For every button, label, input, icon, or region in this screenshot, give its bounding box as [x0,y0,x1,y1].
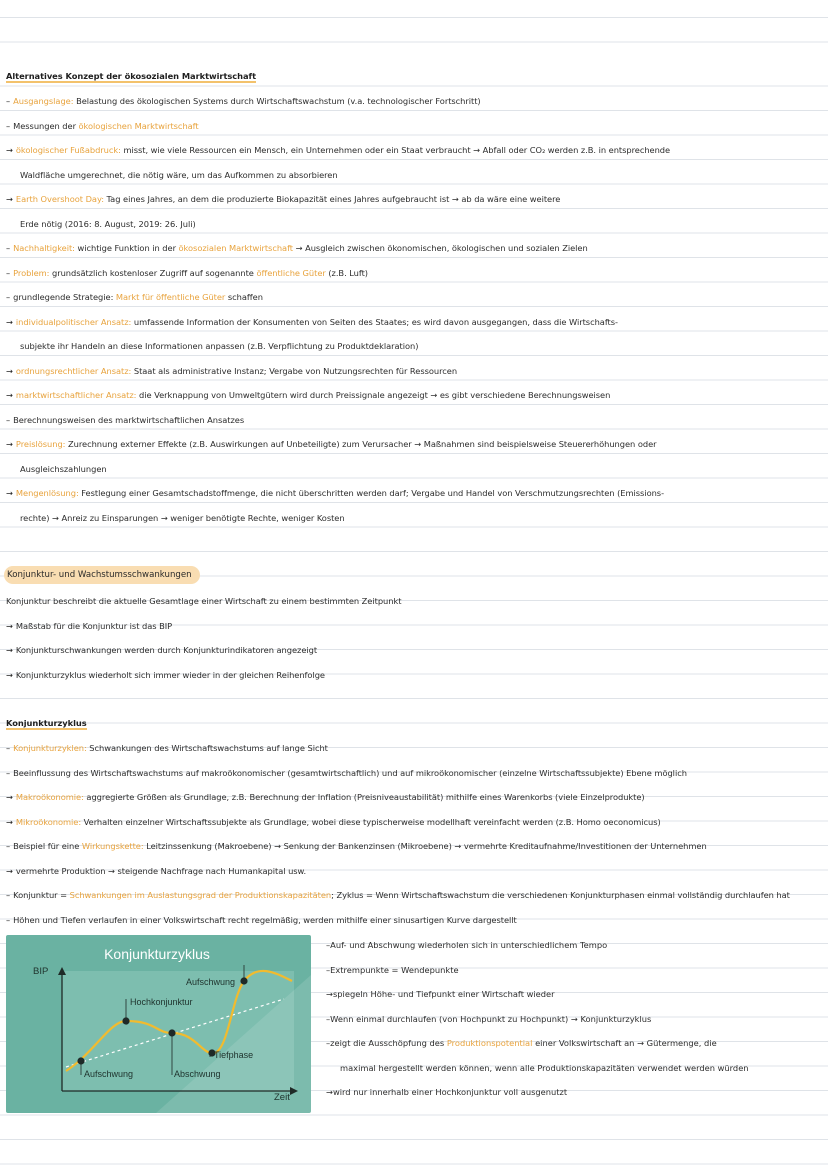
note-line [6,214,824,234]
line-text: wichtige Funktion in der [74,243,179,253]
bullet-mark: → [6,145,13,155]
line-text: Leitzinssenkung (Makroebene) → Senkung der Bankenzinsen (Mikroebene) → vermehrte Kreditaufnahme/Investitionen der Unternehmen [143,841,707,851]
line-text: subjekte ihr Handeln an diese Informationen anpassen (z.B. Verpflichtung zu Produktdeklaration) [20,341,419,351]
note-line [6,763,824,783]
bullet-mark: – [6,243,11,253]
bullet-mark: → [6,365,13,376]
note-line [6,410,824,430]
line-text: Schwankungen des Wirtschaftswachstums auf lange Sicht [86,743,328,753]
bullet-mark: → [326,1087,333,1097]
line-text: Konjunktur beschreibt die aktuelle Gesamtlage einer Wirtschaft zu einem bestimmten Zeitpunkt [6,596,402,606]
line-text: Konjunkturschwankungen werden durch Konjunkturindikatoren angezeigt [15,645,318,655]
note-line [6,738,824,758]
y-axis-label: BIP [33,966,49,977]
note-line [326,960,824,980]
bullet-mark: → [6,316,13,327]
bullet-mark: – [6,743,11,753]
point-abschwung [168,1029,175,1036]
line-text: misst, wie viele Ressourcen ein Mensch, ein Unternehmen oder ein Staat verbraucht → Abfall oder CO₂ werden z.B. in entsprechende [120,145,671,155]
note-line [6,385,824,405]
line-text: Tag eines Jahres, an dem die produzierte Biokapazität eines Jahres aufgebraucht ist → ab da wäre eine weitere [103,194,561,204]
label-hochkonjunktur: Hochkonjunktur [130,997,193,1007]
point-aufschwung-low [77,1057,84,1064]
line-text: Belastung des ökologischen Systems durch Wirtschaftswachstum (v.a. technologischer Fortschritt) [73,96,481,106]
note-line [6,238,824,258]
line-text: spiegeln Höhe- und Tiefpunkt einer Wirtschaft wieder [332,989,555,999]
line-text: Konjunktur = [13,890,70,900]
line-text: Extrempunkte = Wendepunkte [330,964,459,975]
label-abschwung: Abschwung [174,1069,221,1079]
note-line [6,885,824,905]
line-text: maximal hergestellt werden können, wenn alle Produktionskapazitäten verwendet werden würden [340,1062,749,1073]
line-text: vermehrte Produktion → steigende Nachfrage nach Humankapital usw. [15,865,307,876]
line-text: grundsätzlich kostenloser Zugriff auf sogenannte [49,267,257,278]
section1-heading-line [6,66,824,86]
line-text: ; Zyklus = Wenn Wirtschaftswachstum die verschiedenen Konjunkturphasen einmal vollständig durchlaufen hat [331,890,790,900]
line-text: einer Volkswirtschaft an → Gütermenge, die [532,1038,717,1048]
note-line [6,336,824,356]
line-text: Staat als administrative Instanz; Vergabe von Nutzungsrechten für Ressourcen [131,365,458,376]
highlighted-term: Nachhaltigkeit: [13,243,75,253]
line-text: Verhalten einzelner Wirtschaftssubjekte als Grundlage, wobei diese typischerweise modellhaft vereinfacht werden (z.B. Homo oeconomicus) [81,816,661,827]
highlighted-term: Mikroökonomie: [15,816,82,827]
highlighted-term: Konjunkturzyklen: [13,743,87,753]
konjunkturzyklus-figure [6,935,311,1113]
note-line [6,459,824,479]
bullet-mark: → [6,620,13,631]
bullet-mark: – [326,1013,331,1024]
bullet-mark: – [326,940,331,950]
note-line [6,287,824,307]
highlighted-term: Mengenlösung: [15,488,79,498]
line-text: wird nur innerhalb einer Hochkonjunktur voll ausgenutzt [332,1087,568,1097]
bullet-mark: – [326,1038,331,1048]
note-line [6,361,824,381]
highlighted-term: marktwirtschaftlicher Ansatz: [15,390,137,400]
highlighted-term: ökologischer Fußabdruck: [15,145,121,155]
note-line [6,189,824,209]
figure-title: Konjunkturzyklus [104,946,210,962]
bullet-mark: – [6,267,11,278]
line-text: Zurechnung externer Effekte (z.B. Auswirkungen auf Unbeteiligte) zum Verursacher → Maßnahmen sind beispielsweise Steuererhöhungen oder [65,439,657,449]
highlighted-term: ökosozialen Marktwirtschaft [178,243,294,253]
section3-heading-line [6,713,824,733]
bullet-mark: → [6,669,13,680]
bullet-mark: – [6,120,11,131]
section3-heading: Konjunkturzyklus [6,718,87,728]
bullet-mark: → [6,865,13,876]
point-hochkonjunktur [122,1017,129,1024]
bullet-mark: – [6,292,11,302]
highlighted-term: Markt für öffentliche Güter [115,292,226,302]
note-line [6,640,824,660]
note-line [326,1058,824,1078]
section2-heading: Konjunktur- und Wachstumsschwankungen [4,566,200,584]
bullet-mark: – [6,96,11,106]
line-text: Berechnungsweisen des marktwirtschaftlichen Ansatzes [13,414,245,425]
line-text: Festlegung einer Gesamtschadstoffmenge, die nicht überschritten werden darf; Vergabe und Handel von Verschmutzungsrechten (Emissions- [78,488,665,498]
highlighted-term: öffentliche Güter [256,267,326,278]
bullet-mark: – [6,914,11,925]
note-line [6,140,824,160]
note-line [6,508,824,528]
line-text: Beispiel für eine [13,841,82,851]
bullet-mark: → [6,645,13,655]
line-text: Beeinflussung des Wirtschaftswachstums auf makroökonomischer (gesamtwirtschaftlich) und auf mikroökonomischer (einzelne Wirtschaftssubjekte) Ebene möglich [13,767,687,778]
line-text: umfassende Information der Konsumenten von Seiten des Staates; es wird davon ausgegangen, dass die Wirtschafts- [131,316,618,327]
line-text: zeigt die Ausschöpfung des [330,1038,447,1048]
line-text: Maßstab für die Konjunktur ist das BIP [15,620,173,631]
bullet-mark: – [6,767,11,778]
bullet-mark: – [6,890,11,900]
bullet-mark: → [6,439,13,449]
note-line [6,116,824,136]
line-text: grundlegende Strategie: [13,292,116,302]
bullet-mark: → [6,816,13,827]
highlighted-term: individualpolitischer Ansatz: [15,316,132,327]
label-tiefphase: Tiefphase [214,1050,254,1060]
bullet-mark: – [326,964,331,975]
line-text: Ausgleichszahlungen [20,463,107,474]
line-text: die Verknappung von Umweltgütern wird durch Preissignale angezeigt → es gibt verschiedene Berechnungsweisen [136,390,611,400]
x-axis-label: Zeit [274,1092,290,1103]
note-line [6,483,824,503]
bullet-mark: → [6,194,13,204]
highlighted-term: Preislösung: [15,439,66,449]
bullet-mark: – [6,841,11,851]
line-text: Höhen und Tiefen verlaufen in einer Volkswirtschaft recht regelmäßig, werden mithilfe einer sinusartigen Kurve dargestellt [13,914,517,925]
line-text: aggregierte Größen als Grundlage, z.B. Berechnung der Inflation (Preisniveaustabilität) mithilfe eines Warenkorbs (viele Einzelprodukte) [83,792,645,802]
line-text: Auf- und Abschwung wiederholen sich in unterschiedlichem Tempo [330,940,608,950]
section1-heading: Alternatives Konzept der ökosozialen Marktwirtschaft [6,71,257,81]
bullet-mark: → [6,390,13,400]
konjunkturzyklus-svg [6,935,311,1113]
highlighted-term: Earth Overshoot Day: [15,194,104,204]
bullet-mark: → [6,488,13,498]
note-line [6,665,824,685]
line-text: Wenn einmal durchlaufen (von Hochpunkt zu Hochpunkt) → Konjunkturzyklus [330,1013,652,1024]
note-line [326,935,824,955]
highlighted-term: Wirkungskette: [81,841,144,851]
highlighted-term: ökologischen Marktwirtschaft [78,120,199,131]
line-text: rechte) → Anreiz zu Einsparungen → weniger benötigte Rechte, weniger Kosten [20,512,345,523]
note-line [326,984,824,1004]
line-text: (z.B. Luft) [325,267,368,278]
note-line [326,1033,824,1053]
highlighted-term: Produktionspotential [446,1038,533,1048]
note-line [6,591,824,611]
highlighted-term: Ausgangslage: [13,96,74,106]
bullet-mark: → [326,989,333,999]
line-text: Erde nötig (2016: 8. August, 2019: 26. Juli) [20,218,196,229]
highlighted-term: ordnungsrechtlicher Ansatz: [15,365,132,376]
line-text: → Ausgleich zwischen ökonomischen, ökologischen und sozialen Zielen [293,243,588,253]
note-line [6,910,824,930]
point-aufschwung-high [240,977,247,984]
note-line [326,1082,824,1102]
bullet-mark: – [6,414,11,425]
label-aufschwung-top: Aufschwung [186,977,236,987]
note-line [6,616,824,636]
line-text: Waldfläche umgerechnet, die nötig wäre, um das Aufkommen zu absorbieren [20,169,338,180]
line-text: Konjunkturzyklus wiederholt sich immer wieder in der gleichen Reihenfolge [15,669,325,680]
highlighted-term: Makroökonomie: [15,792,84,802]
note-line [6,787,824,807]
bullet-mark: → [6,792,13,802]
note-line [6,434,824,454]
note-line [6,812,824,832]
note-line [6,263,824,283]
highlighted-term: Schwankungen im Auslastungsgrad der Produktionskapazitäten [69,890,332,900]
note-line [326,1009,824,1029]
note-line [6,861,824,881]
highlighted-term: Problem: [13,267,50,278]
note-line [6,91,824,111]
note-line [6,312,824,332]
note-line [6,165,824,185]
line-text: Messungen der [13,120,79,131]
line-text: schaffen [225,292,263,302]
label-aufschwung-bottom: Aufschwung [84,1069,134,1079]
note-line [6,836,824,856]
